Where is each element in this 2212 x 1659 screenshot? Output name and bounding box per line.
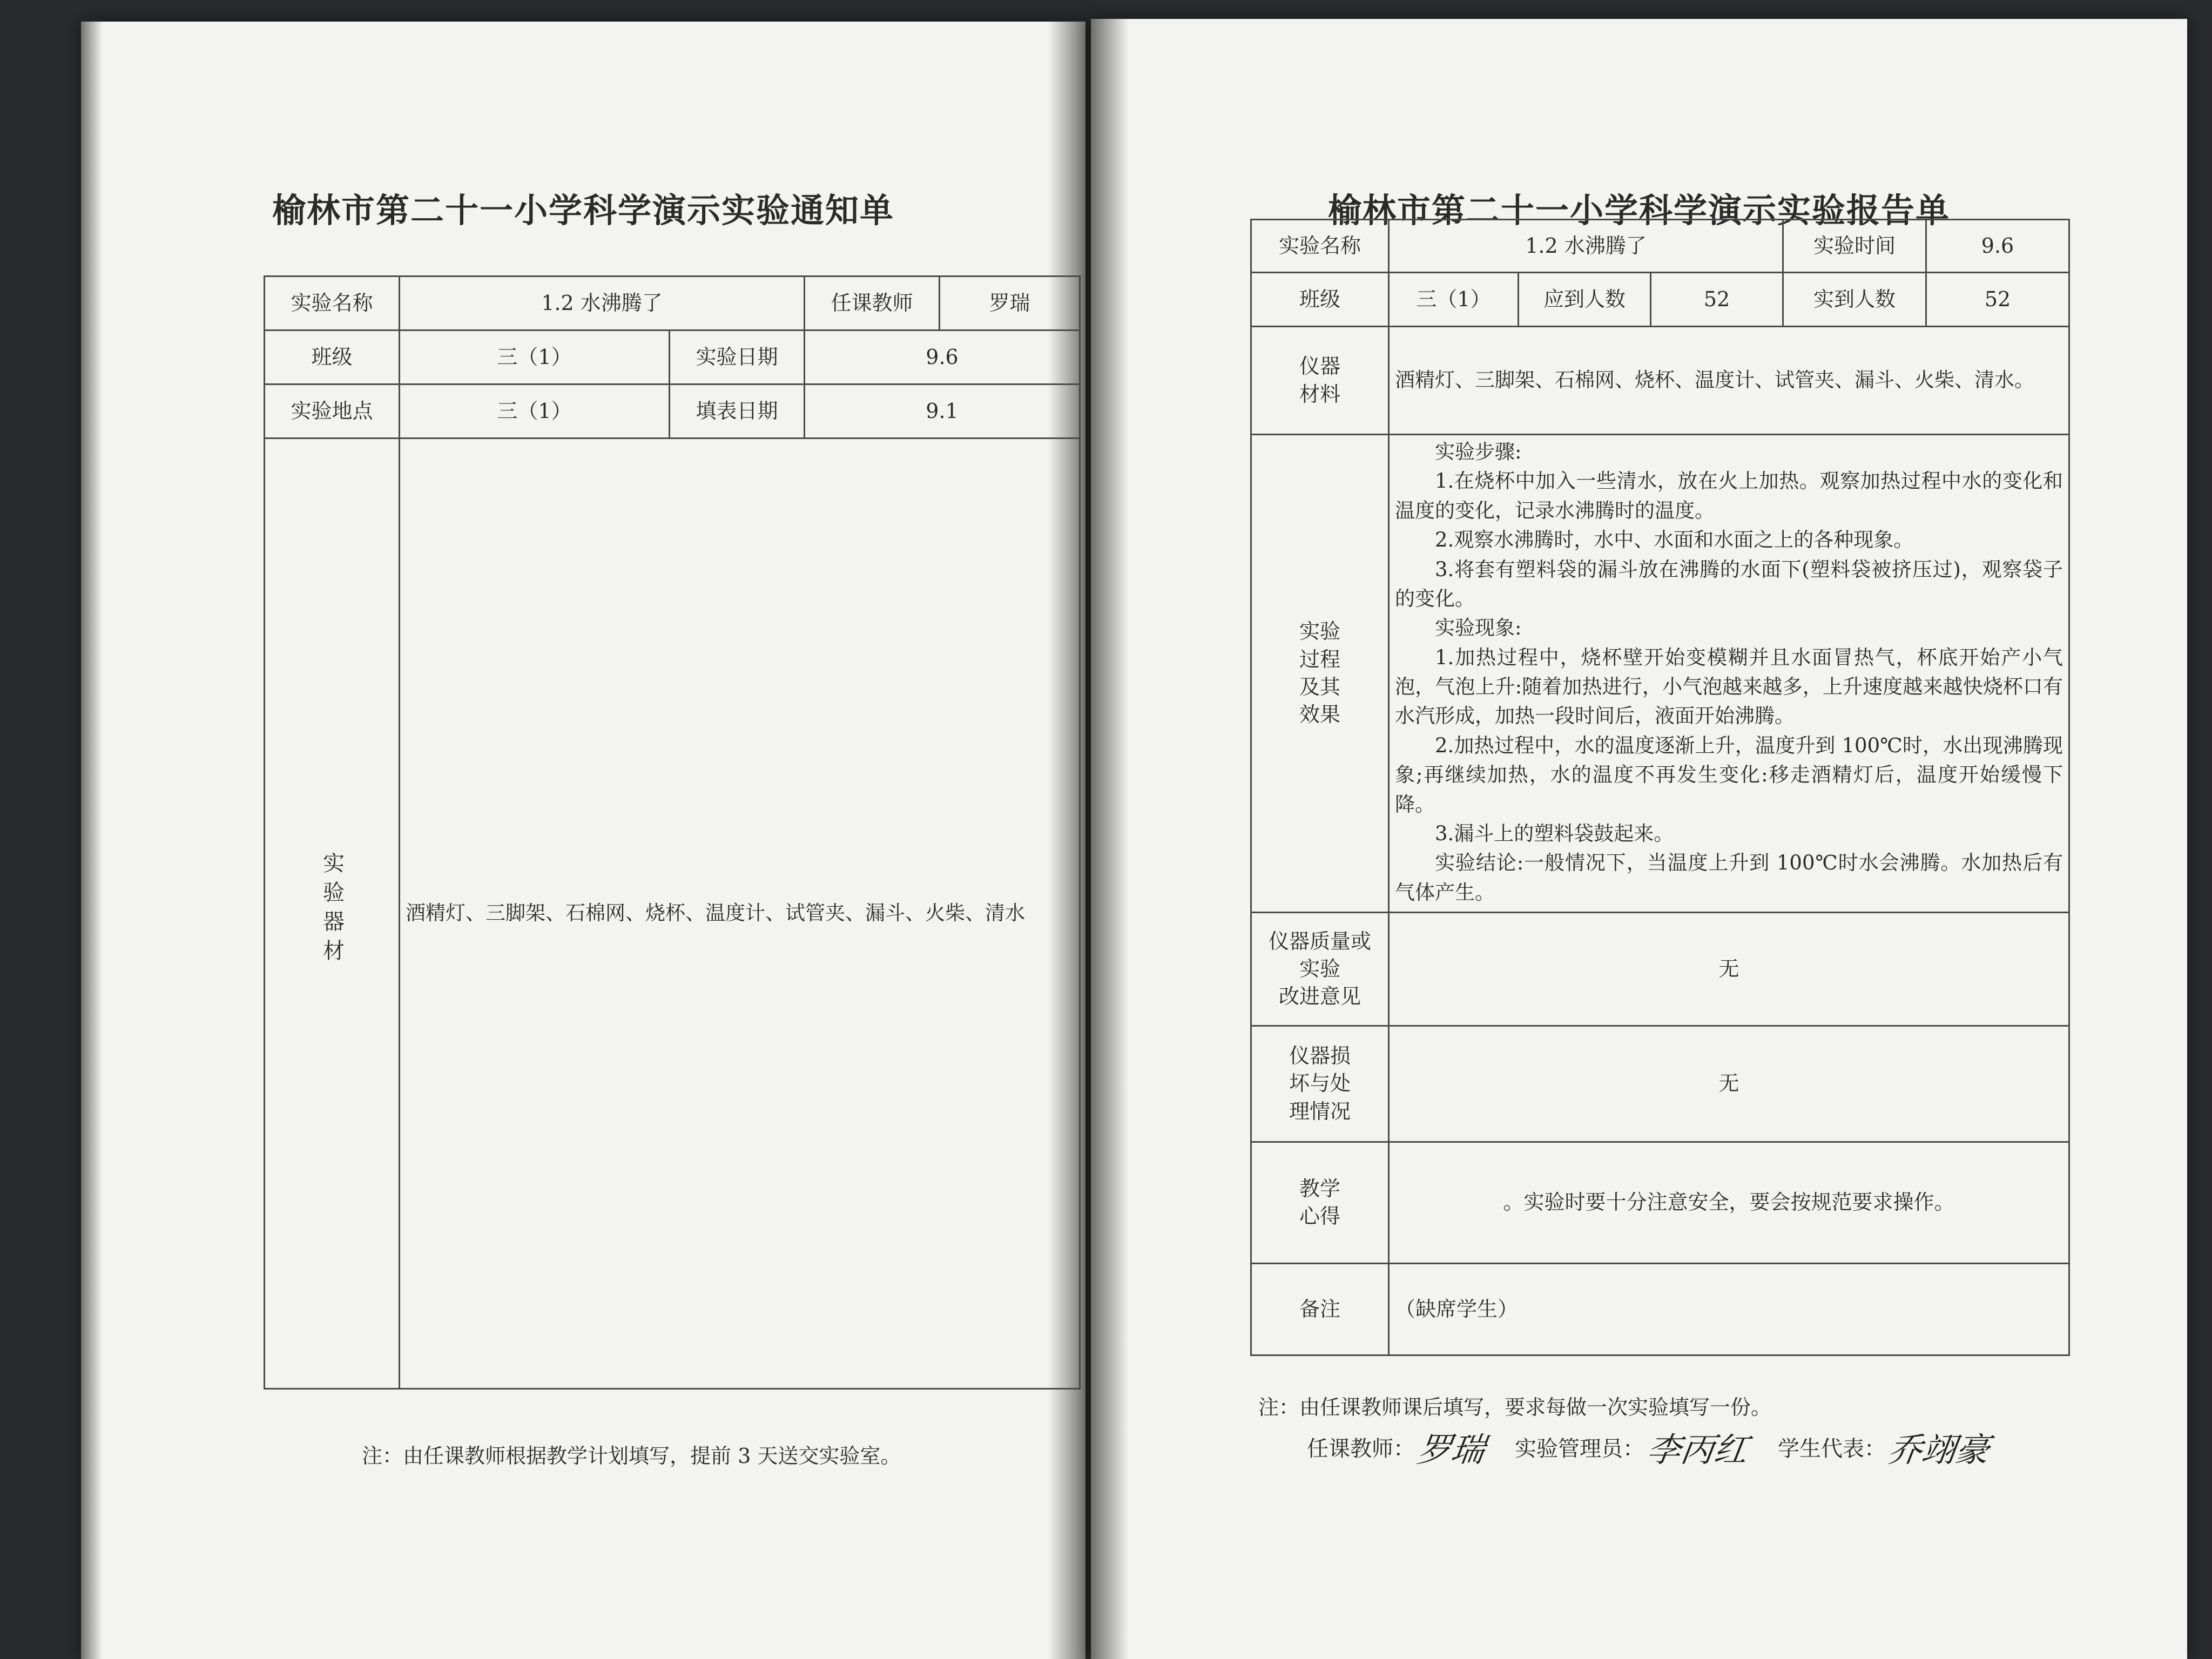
table-row xyxy=(265,276,1080,331)
process-content xyxy=(1389,435,2069,913)
process-label-line: 及其 xyxy=(1299,675,1340,699)
materials-label-line: 材料 xyxy=(1299,382,1340,406)
report-class-value: 三（1） xyxy=(1389,273,1519,327)
step-item: 2.观察水沸腾时，水中、水面和水面之上的各种现象。 xyxy=(1435,528,1914,552)
damage-value: 无 xyxy=(1389,1026,2069,1142)
quality-label-line: 改进意见 xyxy=(1278,984,1361,1009)
remarks-value: （缺席学生） xyxy=(1389,1264,2069,1355)
experiment-date-value: 9.6 xyxy=(805,331,1080,385)
report-table xyxy=(1250,219,2070,1356)
fill-date-value: 9.1 xyxy=(805,385,1080,439)
table-row xyxy=(265,331,1080,385)
remarks-label: 备注 xyxy=(1251,1264,1389,1355)
experiment-name-label: 实验名称 xyxy=(265,276,400,331)
step-item: 1.在烧杯中加入一些清水，放在火上加热。观察加热过程中水的变化和温度的变化，记录水沸腾时的温度。 xyxy=(1395,469,2063,522)
signature-row xyxy=(1307,1423,2019,1471)
quality-label-line: 仪器质量或 xyxy=(1268,929,1371,953)
page-edge-shadow xyxy=(81,22,103,1659)
student-signature: 乔翊豪 xyxy=(1886,1430,1992,1469)
notice-page xyxy=(81,22,1085,1659)
materials-label-line: 仪器 xyxy=(1299,354,1340,379)
table-row xyxy=(1251,1026,2069,1142)
quality-value: 无 xyxy=(1389,913,2069,1026)
quality-label-line: 实验 xyxy=(1299,956,1340,981)
table-row xyxy=(1251,1264,2069,1355)
experiment-time-value: 9.6 xyxy=(1926,220,2069,273)
class-label: 班级 xyxy=(265,331,400,385)
phenomenon-item: 3.漏斗上的塑料袋鼓起来。 xyxy=(1435,821,1674,845)
process-label-line: 实验 xyxy=(1299,619,1340,644)
materials-label xyxy=(1251,327,1389,435)
table-row xyxy=(1251,327,2069,435)
report-page xyxy=(1091,19,2187,1659)
damage-label-line: 坏与处 xyxy=(1289,1071,1351,1096)
expected-count-value: 52 xyxy=(1651,273,1783,327)
reflection-label xyxy=(1251,1142,1389,1264)
quality-label xyxy=(1251,913,1389,1026)
class-value: 三（1） xyxy=(400,331,670,385)
experiment-date-label: 实验日期 xyxy=(670,331,805,385)
experiment-time-label: 实验时间 xyxy=(1783,220,1926,273)
manager-signature: 李丙红 xyxy=(1644,1430,1751,1469)
notice-table xyxy=(264,275,1081,1390)
steps-heading: 实验步骤: xyxy=(1435,440,1522,463)
process-label-line: 效果 xyxy=(1299,703,1340,727)
teacher-value: 罗瑞 xyxy=(940,276,1080,331)
process-label-line: 过程 xyxy=(1299,647,1340,671)
location-value: 三（1） xyxy=(400,385,670,439)
experiment-name-value: 1.2 水沸腾了 xyxy=(400,276,805,331)
materials-value xyxy=(1389,327,2069,435)
damage-label xyxy=(1251,1026,1389,1142)
table-row xyxy=(265,439,1080,1389)
teacher-label: 任课教师 xyxy=(805,276,940,331)
table-row xyxy=(265,385,1080,439)
notice-footnote: 注：由任课教师根据教学计划填写，提前 3 天送交实验室。 xyxy=(362,1444,901,1468)
actual-count-label: 实到人数 xyxy=(1783,273,1926,327)
phenomena-heading: 实验现象: xyxy=(1435,616,1522,640)
phenomenon-item: 2.加热过程中，水的温度逐渐上升，温度升到 100℃时，水出现沸腾现象;再继续加热，水的温度不再发生变化:移走酒精灯后，温度开始缓慢下降。 xyxy=(1395,733,2063,816)
reflection-value: 。实验时要十分注意安全，要会按规范要求操作。 xyxy=(1389,1142,2069,1264)
report-class-label: 班级 xyxy=(1251,273,1389,327)
damage-label-line: 仪器损 xyxy=(1289,1044,1351,1068)
phenomenon-item: 1.加热过程中，烧杯壁开始变模糊并且水面冒热气，杯底开始产小气泡，气泡上升:随着加热进行，小气泡越来越多，上升速度越来越快烧杯口有水汽形成，加热一段时间后，液面开始沸腾。 xyxy=(1395,645,2063,728)
table-row xyxy=(1251,913,2069,1026)
process-label xyxy=(1251,435,1389,913)
notice-title: 榆林市第二十一小学科学演示实验通知单 xyxy=(272,191,894,230)
report-experiment-name-value: 1.2 水沸腾了 xyxy=(1389,220,1783,273)
equipment-value xyxy=(400,439,1080,1389)
table-row xyxy=(1251,220,2069,273)
report-footnote: 注：由任课教师课后填写，要求每做一次实验填写一份。 xyxy=(1258,1395,1772,1419)
equipment-label-cell xyxy=(265,439,400,1389)
equipment-text: 酒精灯、三脚架、石棉网、烧杯、温度计、试管夹、漏斗、火柴、清水 xyxy=(406,901,1025,925)
conclusion: 实验结论:一般情况下，当温度上升到 100℃时水会沸腾。水加热后有气体产生。 xyxy=(1395,851,2063,904)
step-item: 3.将套有塑料袋的漏斗放在沸腾的水面下(塑料袋被挤压过)，观察袋子的变化。 xyxy=(1395,557,2063,610)
report-title: 榆林市第二十一小学科学演示实验报告单 xyxy=(1327,191,1950,230)
gutter-shadow xyxy=(1091,19,1129,1659)
actual-count-value: 52 xyxy=(1926,273,2069,327)
damage-label-line: 理情况 xyxy=(1289,1099,1351,1123)
equipment-label: 实验器材 xyxy=(319,851,345,968)
teacher-signature: 罗瑞 xyxy=(1415,1430,1488,1469)
fill-date-label: 填表日期 xyxy=(670,385,805,439)
teacher-signature-label: 任课教师： xyxy=(1307,1437,1415,1461)
manager-signature-label: 实验管理员： xyxy=(1515,1437,1645,1461)
table-row xyxy=(1251,435,2069,913)
report-experiment-name-label: 实验名称 xyxy=(1251,220,1389,273)
location-label: 实验地点 xyxy=(265,385,400,439)
reflection-label-line: 心得 xyxy=(1299,1204,1340,1228)
reflection-label-line: 教学 xyxy=(1299,1176,1340,1201)
materials-text: 酒精灯、三脚架、石棉网、烧杯、温度计、试管夹、漏斗、火柴、清水。 xyxy=(1395,368,2034,392)
table-row xyxy=(1251,1142,2069,1264)
student-signature-label: 学生代表： xyxy=(1778,1437,1886,1461)
expected-count-label: 应到人数 xyxy=(1519,273,1651,327)
table-row xyxy=(1251,273,2069,327)
